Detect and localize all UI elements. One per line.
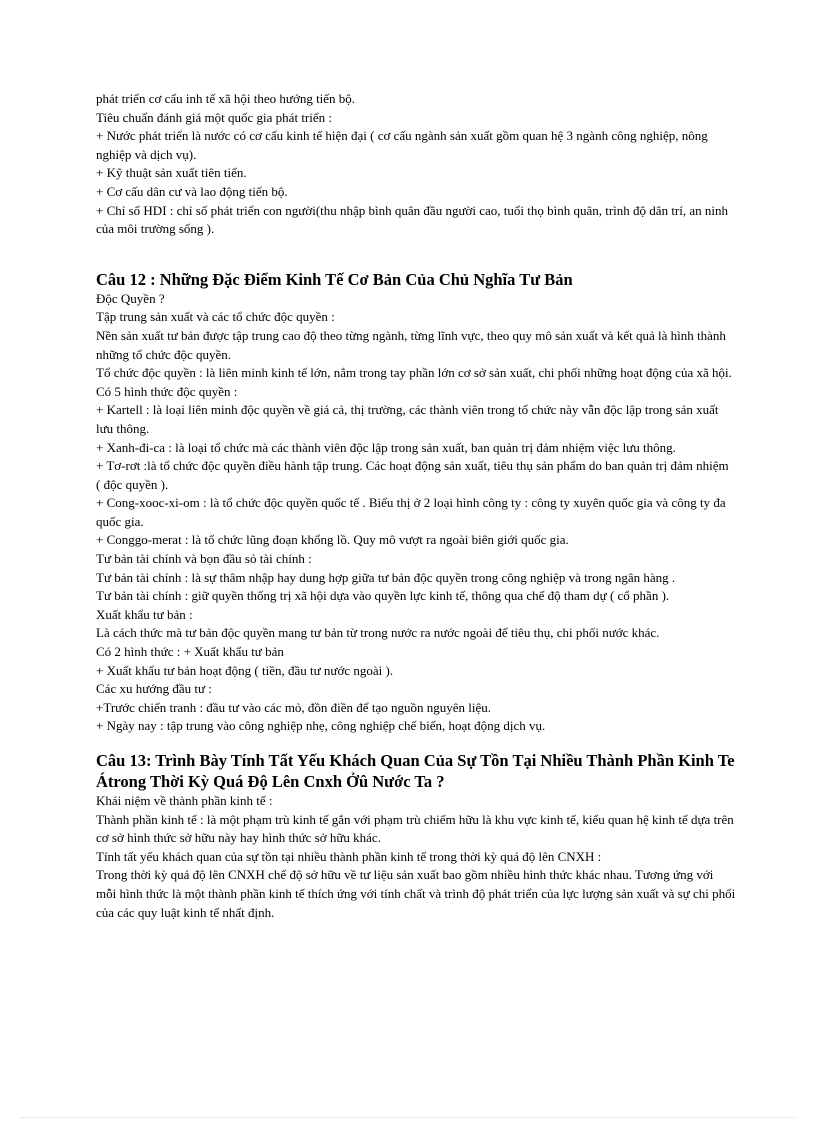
paragraph: + Tơ-rơt :là tổ chức độc quyền điều hành tập trung. Các hoạt động sản xuất, tiêu thụ sản phẩm do ban quản trị đảm nhiệm ( độc quyền ). <box>96 458 729 492</box>
paragraph: Xuất khẩu tư bản : <box>96 606 193 622</box>
paragraph: + Ngày nay : tập trung vào công nghiệp nhẹ, công nghiệp chế biến, hoạt động dịch vụ. <box>96 718 546 734</box>
paragraph: Tiêu chuẩn đánh giá một quốc gia phát triển : <box>96 109 332 125</box>
paragraph: Tổ chức độc quyền : là liên minh kinh tế lớn, nắm trong tay phần lớn cơ sở sản xuất, chi phối những hoạt động của xã hội. <box>96 365 732 381</box>
paragraph: + Cong-xooc-xi-om : là tổ chức độc quyền quốc tế . Biểu thị ở 2 loại hình công ty : công ty xuyên quốc gia và công ty đa quốc gia. <box>96 495 726 529</box>
paragraph: Khái niệm về thành phần kinh tế : <box>96 793 273 808</box>
paragraph: + Conggo-merat : là tổ chức lũng đoạn khổng lồ. Quy mô vượt ra ngoài biên giới quốc gia. <box>96 532 569 548</box>
section-cau-13 <box>96 750 736 922</box>
paragraph: Độc Quyền ? <box>96 290 165 306</box>
paragraph: + Kartell : là loại liên minh độc quyền về giá cả, thị trường, các thành viên trong tổ chức này vẫn độc lập trong sản xuất lưu thông. <box>96 402 719 436</box>
paragraph: Là cách thức mà tư bản độc quyền mang tư bản từ trong nước ra nước ngoài để tiêu thụ, chi phối nước khác. <box>96 625 660 641</box>
paragraph: Tư bản tài chính : giữ quyền thống trị xã hội dựa vào quyền lực kinh tế, thông qua chế độ tham dự ( cổ phần ). <box>96 588 670 604</box>
paragraph: Có 2 hình thức : + Xuất khẩu tư bản <box>96 644 284 660</box>
paragraph: Trong thời kỳ quá độ lên CNXH chế độ sở hữu về tư liệu sản xuất bao gồm nhiều hình thức khác nhau. Tương ứng với mỗi hình thức là một thành phần kinh tế thích ứng với tính chất và trình độ phát triển của lực lượng sản xuất và sự chi phối của các quy luật kinh tế nhất định. <box>96 867 736 920</box>
section-cau-12 <box>96 269 736 736</box>
section-heading: Câu 12 : Những Đặc Điểm Kinh Tế Cơ Bản Của Chủ Nghĩa Tư Bản <box>96 269 573 289</box>
paragraph: + Nước phát triển là nước có cơ cấu kinh tế hiện đại ( cơ cấu ngành sản xuất gồm quan hệ 3 ngành công nghiệp, nông nghiệp và dịch vụ). <box>96 128 708 162</box>
paragraph: + Kỹ thuật sản xuất tiên tiến. <box>96 165 247 181</box>
intro-section <box>96 90 736 239</box>
paragraph: + Cơ cấu dân cư và lao động tiến bộ. <box>96 183 288 199</box>
section-heading: Câu 13: Trình Bày Tính Tất Yếu Khách Quan Của Sự Tồn Tại Nhiều Thành Phần Kinh Te Átrong Thời Kỳ Quá Độ Lên Cnxh Ởû Nước Ta ? <box>96 751 735 791</box>
paragraph: Tính tất yếu khách quan của sự tồn tại nhiều thành phần kinh tế trong thời kỳ quá độ lên CNXH : <box>96 848 602 864</box>
paragraph: Nền sản xuất tư bản được tập trung cao độ theo từng ngành, từng lĩnh vực, theo quy mô sản xuất và kết quả là hình thành những tổ chức độc quyền. <box>96 327 726 362</box>
paragraph: +Trước chiến tranh : đầu tư vào các mỏ, đồn điền để tạo nguồn nguyên liệu. <box>96 699 491 715</box>
paragraph: Thành phần kinh tế : là một phạm trù kinh tế gắn với phạm trù chiếm hữu là khu vực kinh tế, kiểu quan hệ kinh tế dựa trên cơ sở hình thức sở hữu này hay hình thức sở hữu khác. <box>96 811 734 846</box>
paragraph: Tập trung sản xuất và các tổ chức độc quyền : <box>96 309 335 325</box>
paragraph: Tư bản tài chính : là sự thâm nhập hay dung hợp giữa tư bản độc quyền trong công nghiệp và trong ngân hàng . <box>96 569 676 585</box>
paragraph: + Xanh-đi-ca : là loại tổ chức mà các thành viên độc lập trong sản xuất, ban quản trị đảm nhiệm việc lưu thông. <box>96 439 676 455</box>
paragraph: + Xuất khẩu tư bản hoạt động ( tiền, đầu tư nước ngoài ). <box>96 662 394 678</box>
paragraph: + Chỉ số HDI : chỉ số phát triển con người(thu nhập bình quân đầu người cao, tuổi thọ bình quân, trình độ dân trí, an ninh của môi trường sống ). <box>96 202 728 237</box>
paragraph: Có 5 hình thức độc quyền : <box>96 383 238 399</box>
paragraph: Tư bản tài chính và bọn đầu sỏ tài chính : <box>96 551 312 567</box>
page-border-divider <box>20 1117 796 1118</box>
paragraph: phát triển cơ cấu inh tế xã hội theo hướng tiến bộ. <box>96 91 356 106</box>
document-page <box>96 90 736 922</box>
paragraph: Các xu hướng đầu tư : <box>96 681 212 697</box>
